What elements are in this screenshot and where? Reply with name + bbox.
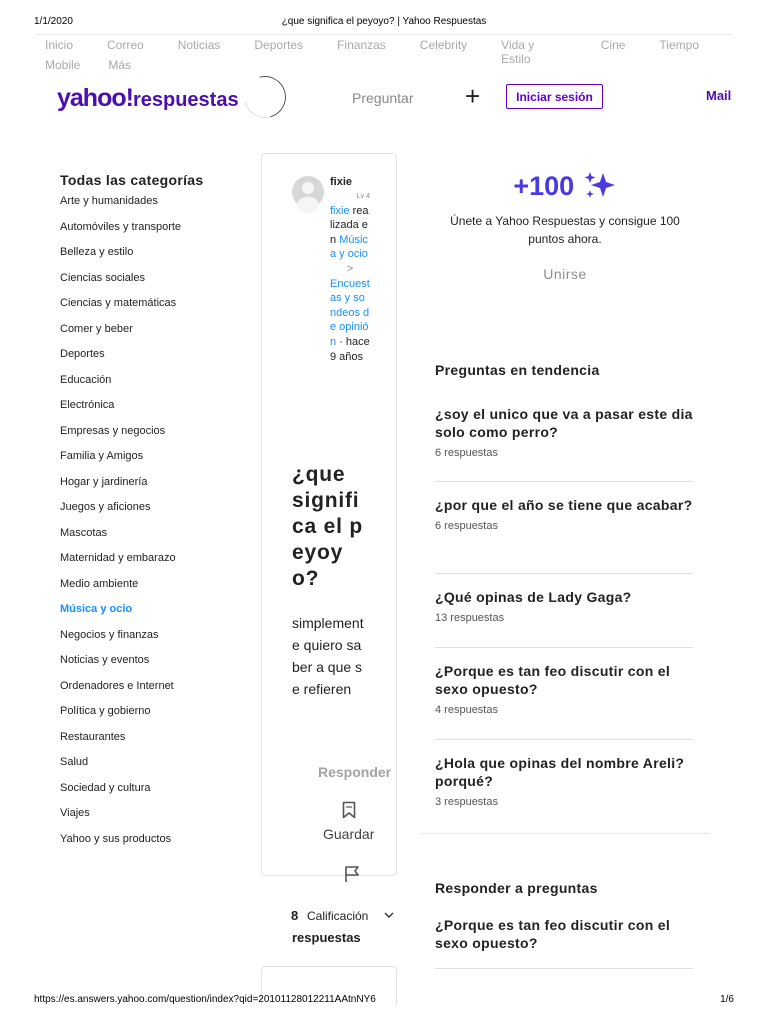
category-item[interactable]: Familia y Amigos — [60, 450, 144, 462]
trending-questions — [420, 362, 710, 820]
category-item[interactable]: Ordenadores e Internet — [60, 679, 174, 692]
sparkle-icon — [583, 170, 617, 202]
trending-item[interactable] — [435, 648, 693, 740]
topnav-noticias[interactable]: Noticias — [177, 38, 221, 52]
category-item[interactable]: Noticias y eventos — [60, 654, 150, 666]
print-url: https://es.answers.yahoo.com/question/index?qid=20101128012211AAtnNY6 — [34, 994, 376, 1005]
category-item[interactable]: Ciencias sociales — [60, 271, 145, 284]
loading-spinner-icon — [236, 68, 293, 125]
answer-questions-section — [435, 880, 693, 969]
trending-question[interactable]: ¿Qué opinas de Lady Gaga? — [435, 589, 632, 605]
trending-answer-count: 4 respuestas — [435, 704, 498, 716]
answers-label: respuestas — [292, 930, 361, 945]
trending-item[interactable] — [435, 574, 693, 648]
points-value: +100 — [513, 170, 575, 201]
top-navigation — [36, 34, 733, 74]
ask-question-link[interactable]: Preguntar — [352, 90, 414, 106]
category-item[interactable]: Educación — [60, 373, 112, 386]
answer-question-item[interactable]: ¿Porque es tan feo discutir con el sexo opuesto? — [435, 916, 693, 969]
print-date: 1/1/2020 — [34, 16, 73, 27]
signin-button[interactable]: Iniciar sesión — [506, 84, 603, 109]
category-item[interactable]: Deportes — [60, 348, 105, 360]
category-item[interactable]: Arte y humanidades — [60, 195, 158, 207]
category-item[interactable]: Comer y beber — [60, 322, 133, 335]
category-item[interactable]: Empresas y negocios — [60, 424, 166, 437]
topnav-inicio[interactable]: Inicio — [45, 38, 74, 52]
flag-icon[interactable] — [344, 865, 362, 883]
breadcrumb-separator-icon: > — [346, 262, 354, 275]
trending-answer-count: 13 respuestas — [435, 612, 505, 624]
category-item[interactable]: Hogar y jardinería — [60, 475, 148, 488]
topnav-mobile[interactable]: Mobile — [45, 58, 81, 72]
category-item[interactable]: Mascotas — [60, 526, 108, 539]
trending-item[interactable] — [435, 740, 693, 820]
category-item[interactable]: Salud — [60, 756, 89, 768]
subcategory-link[interactable]: Encuestas y sondeos de opinión — [330, 277, 370, 348]
made-in-label: realizada en — [330, 204, 369, 246]
question-title: ¿que significa el peyoyo? — [292, 463, 363, 590]
topnav-finanzas[interactable]: Finanzas — [337, 38, 386, 52]
category-item-active[interactable]: Música y ocio — [60, 603, 133, 615]
category-item[interactable]: Electrónica — [60, 399, 115, 411]
points-promo — [420, 170, 710, 282]
plus-icon[interactable]: + — [465, 81, 481, 111]
author-link[interactable]: fixie — [330, 204, 350, 217]
trending-answer-count: 6 respuestas — [435, 520, 498, 532]
trending-question[interactable]: ¿Hola que opinas del nombre Areli?porqué? — [435, 755, 685, 789]
question-card — [261, 153, 397, 876]
question-meta — [330, 175, 370, 364]
avatar[interactable] — [292, 176, 324, 208]
topnav-tiempo[interactable]: Tiempo — [659, 38, 699, 52]
categories-sidebar — [60, 172, 250, 857]
author-name[interactable]: fixie — [330, 176, 353, 188]
trending-title: Preguntas en tendencia — [435, 362, 600, 378]
topnav-correo[interactable]: Correo — [107, 38, 144, 52]
trending-answer-count: 3 respuestas — [435, 796, 498, 808]
trending-question[interactable]: ¿soy el unico que va a pasar este dia solo como perro? — [435, 406, 693, 440]
category-item[interactable]: Política y gobierno — [60, 705, 151, 717]
category-link[interactable]: Música y ocio — [330, 233, 368, 261]
category-item[interactable]: Negocios y finanzas — [60, 628, 159, 641]
sort-dropdown[interactable]: Calificación — [307, 909, 369, 923]
author-level: Lv 4 — [356, 192, 370, 200]
category-item[interactable]: Sociedad y cultura — [60, 781, 151, 794]
save-button[interactable]: Guardar — [323, 826, 375, 842]
chevron-down-icon[interactable] — [384, 911, 394, 919]
answers-count: 8 — [291, 908, 299, 923]
category-item[interactable]: Yahoo y sus productos — [60, 832, 172, 845]
topnav-cine[interactable]: Cine — [600, 38, 626, 52]
answer-button[interactable]: Responder — [318, 764, 392, 780]
trending-item[interactable] — [435, 482, 693, 574]
category-item[interactable]: Belleza y estilo — [60, 246, 134, 258]
category-item[interactable]: Maternidad y embarazo — [60, 552, 176, 564]
trending-item[interactable] — [435, 405, 693, 482]
topnav-mas[interactable]: Más — [108, 58, 132, 72]
question-body: simplemente quiero saber a que se refieren — [292, 615, 364, 697]
yahoo-respuestas-logo[interactable]: yahoo!respuestas — [57, 84, 239, 112]
trending-question[interactable]: ¿Porque es tan feo discutir con el sexo opuesto? — [435, 663, 671, 697]
category-item[interactable]: Juegos y aficiones — [60, 501, 151, 513]
topnav-vida-y-estilo[interactable]: Vida y Estilo — [501, 38, 535, 66]
topnav-deportes[interactable]: Deportes — [254, 38, 304, 52]
promo-description: Únete a Yahoo Respuestas y consigue 100 puntos ahora. — [450, 214, 680, 246]
category-item[interactable]: Viajes — [60, 807, 90, 819]
categories-title: Todas las categorías — [60, 172, 204, 188]
trending-question[interactable]: ¿por que el año se tiene que acabar? — [435, 497, 693, 513]
divider — [420, 833, 710, 834]
category-item[interactable]: Automóviles y transporte — [60, 220, 182, 233]
category-item[interactable]: Ciencias y matemáticas — [60, 297, 177, 309]
print-page-number: 1/6 — [720, 994, 734, 1005]
trending-answer-count: 6 respuestas — [435, 447, 498, 459]
print-title: ¿que significa el peyoyo? | Yahoo Respuestas — [281, 16, 487, 27]
category-item[interactable]: Restaurantes — [60, 730, 126, 743]
topnav-celebrity[interactable]: Celebrity — [419, 38, 468, 52]
category-item[interactable]: Medio ambiente — [60, 577, 139, 590]
join-button[interactable]: Unirse — [543, 266, 587, 282]
bookmark-icon[interactable] — [342, 801, 356, 819]
mail-link[interactable]: Mail — [706, 88, 732, 103]
answer-questions-title: Responder a preguntas — [435, 880, 598, 896]
dot-separator: · — [339, 335, 343, 348]
time-ago: hace 9 años — [330, 335, 370, 363]
